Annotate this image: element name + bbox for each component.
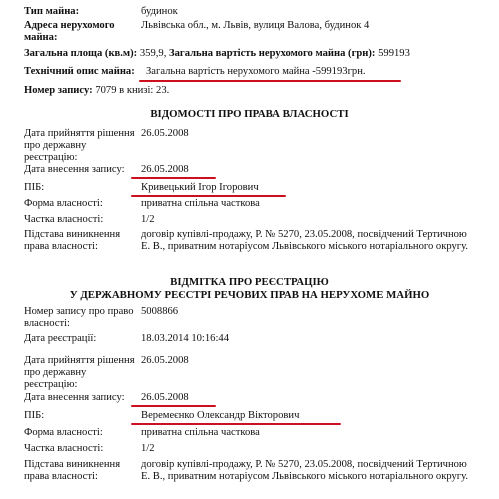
registration-date-label: Дата реєстрації: [24,333,97,344]
address-label: Адреса нерухомого майна: [24,20,115,44]
entry-date-label: Дата внесення запису: [24,164,125,175]
owner-name-label: ПІБ: [24,182,45,193]
registration-date-value: 18.03.2014 10:16:44 [141,333,229,344]
ownership-basis-value: договір купівлі-продажу, Р. № 5270, 23.05.2008, посвідчений Тертичною Е. В., приватним нотаріусом Львівського міського нотаріального округу. [141,229,469,253]
tech-desc-value: Загальна вартість нерухомого майна -599193грн. [146,66,366,77]
area-value: 359,9, [139,48,167,59]
owner-name-value: Кривецький Ігор Ігорович [141,182,259,193]
total-value-label: Загальна вартість нерухомого майна (грн): [169,48,376,59]
decision-date-label-2: Дата прийняття рішення про державну реєстрацію: [24,355,135,391]
address-value: Львівська обл., м. Львів, вулиця Валова, будинок 4 [141,20,370,31]
entry-date-value: 26.05.2008 [141,164,189,175]
total-value: 599193 [378,48,410,59]
record-label: Номер запису: [24,85,93,96]
registration-title-line2: У ДЕРЖАВНОМУ РЕЄСТРІ РЕЧОВИХ ПРАВ НА НЕРУХОМЕ МАЙНО [69,289,430,301]
ownership-form-value: приватна спільна часткова [141,198,260,209]
property-type-value: будинок [141,6,178,17]
red-underline-entry-date [131,177,216,179]
ownership-basis-label: Підстава виникнення права власності: [24,229,121,253]
registration-title-line1: ВІДМІТКА ПРО РЕЄСТРАЦІЮ [170,276,329,288]
record-row [24,85,169,97]
decision-date-value-2: 26.05.2008 [141,355,189,366]
owner-name-label-2: ПІБ: [24,410,45,421]
ownership-share-label-2: Частка власності: [24,443,104,454]
decision-date-label: Дата прийняття рішення про державну реєстрацію: [24,128,135,164]
red-underline-owner-name-2 [131,423,341,425]
record-value: 7079 в книзі: 23. [95,85,170,96]
ownership-form-value-2: приватна спільна часткова [141,427,260,438]
ownership-share-label: Частка власності: [24,214,104,225]
entry-date-label-2: Дата внесення запису: [24,392,125,403]
red-underline-entry-date-2 [131,405,216,407]
area-label: Загальна площа (кв.м): [24,48,138,59]
decision-date-value: 26.05.2008 [141,128,189,139]
right-number-value: 5008866 [141,306,179,317]
tech-desc-label: Технічний опис майна: [24,66,135,77]
owner-name-value-2: Веремеєнко Олександр Вікторович [141,410,300,421]
red-underline-owner-name [131,195,286,197]
ownership-section-title: ВІДОМОСТІ ПРО ПРАВА ВЛАСНОСТІ [150,108,349,120]
ownership-share-value-2: 1/2 [141,443,155,454]
ownership-form-label: Форма власності: [24,198,103,209]
ownership-share-value: 1/2 [141,214,155,225]
ownership-basis-label-2: Підстава виникнення права власності: [24,459,121,483]
entry-date-value-2: 26.05.2008 [141,392,189,403]
ownership-form-label-2: Форма власності: [24,427,103,438]
right-number-label: Номер запису про право власності: [24,306,134,330]
property-type-label: Тип майна: [24,6,80,17]
ownership-basis-value-2: договір купівлі-продажу, Р. № 5270, 23.05.2008, посвідчений Тертичною Е. В., приватним нотаріусом Львівського міського нотаріального округу. [141,459,469,483]
red-underline-tech [139,80,401,82]
area-row [24,48,410,60]
